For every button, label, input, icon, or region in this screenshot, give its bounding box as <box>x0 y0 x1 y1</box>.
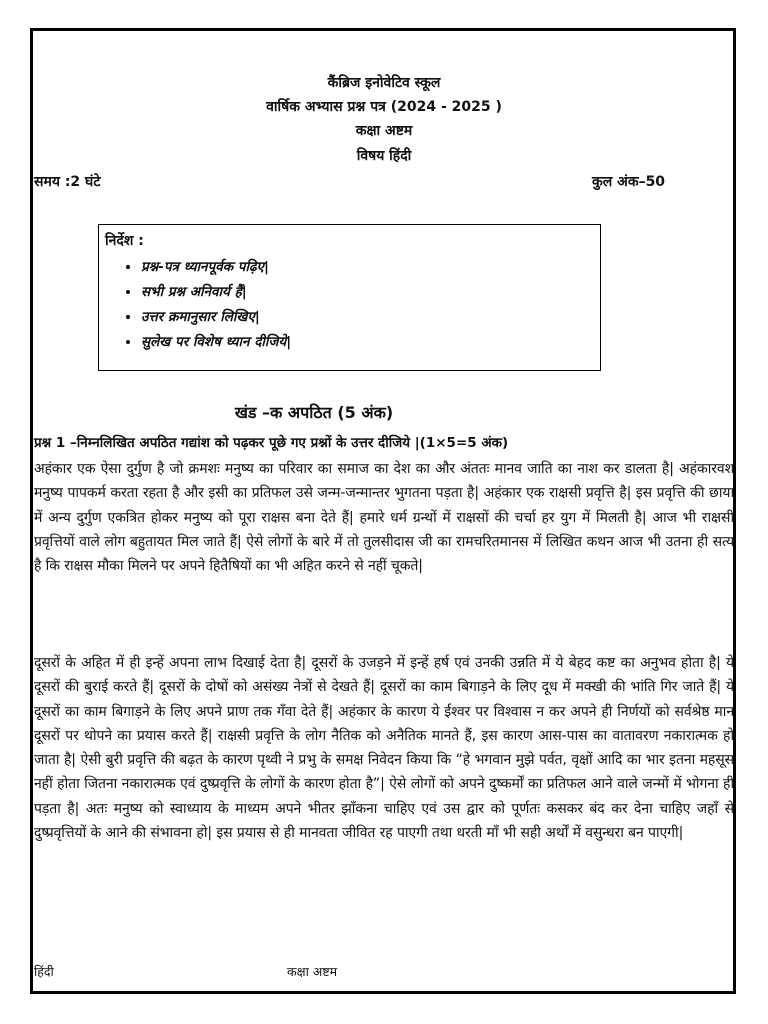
question-1: प्रश्न 1 –निम्नलिखित अपठित गद्यांश को पढ़कर पूछे गए प्रश्नों के उत्तर दीजिये |(1×5=5 अंक) <box>34 435 509 451</box>
time-label: समय :2 घंटे <box>34 174 101 190</box>
instruction-item: • प्रश्न-पत्र ध्यानपूर्वक पढ़िए| <box>141 255 291 280</box>
exam-title: वार्षिक अभ्यास प्रश्न पत्र (2024 - 2025 ) <box>266 99 502 115</box>
instruction-item: • सुलेख पर विशेष ध्यान दीजिये| <box>141 330 291 355</box>
footer-class: कक्षा अष्टम <box>287 964 338 979</box>
instructions-list <box>115 255 291 355</box>
instruction-item: • सभी प्रश्न अनिवार्य हैं| <box>141 280 291 305</box>
footer-subject: हिंदी <box>34 964 54 979</box>
total-marks-label: कुल अंक–50 <box>592 174 666 190</box>
instructions-box <box>98 224 601 371</box>
passage-paragraph-2: दूसरों के अहित में ही इन्हें अपना लाभ दिखाई देता है| दूसरों के उजड़ने में इन्हें हर्ष एवं उनकी उन्नति में ये बेहद कष्ट का अनुभव होता है| ये दूसरों की बुराई करते हैं| दूसरों के दोषों को असंख्य नेत्रों से देखते हैं| दूसरों का काम बिगाड़ने के लिए दूध में मक्खी की भांति गिर जाते हैं| ये दूसरों का काम बिगाड़ने के लिए अपने प्राण तक गँवा देते हैं| अहंकार के कारण ये ईश्वर पर विश्वास न कर अपने ही निर्णयों को सर्वश्रेष्ठ मान दूसरों पर थोपने का प्रयास करते हैं| राक्षसी प्रवृत्ति के लोग नैतिक को अनैतिक मानते हैं, इस कारण आस-पास का वातावरण नकारात्मक हो जाता है| ऐसी बुरी प्रवृत्ति की बढ़त के कारण पृथ्वी ने प्रभु के समक्ष निवेदन किया कि “हे भगवान मुझे पर्वत, वृक्षों आदि का भार इतना महसूस नहीं होता जितना नकारात्मक एवं दुष्प्रवृत्ति के लोगों के कारण होता है”| ऐसे लोगों को अपने दुष्कर्मों का प्रतिफल आने वाले जन्मों में भोगना ही पड़ता है| अतः मनुष्य को स्वाध्याय के माध्यम अपने भीतर झाँकना चाहिए एवं उस द्वार को पूर्णतः कसकर बंद कर देना चाहिए जहाँ से दुष्प्रवृत्तियों के आने की संभावना हो| इस प्रयास से ही मानवता जीवित रह पाएगी तथा धरती माँ भी सही अर्थों में वसुन्धरा बन पाएगी| <box>34 655 734 842</box>
subject-label: विषय हिंदी <box>356 148 412 164</box>
passage-paragraph-1: अहंकार एक ऐसा दुर्गुण है जो क्रमशः मनुष्य का परिवार का समाज का देश का और अंततः मानव जाति का नाश कर डालता है| अहंकारवश मनुष्य पापकर्म करता रहता है और इसी का प्रतिफल उसे जन्म-जन्मान्तर भुगतना पड़ता है| अहंकार एक राक्षसी प्रवृत्ति है| इस प्रवृत्ति की छाया में अन्य दुर्गुण एकत्रित होकर मनुष्य को पूरा राक्षस बना देते हैं| हमारे धर्म ग्रन्थों में राक्षसों की चर्चा हर युग में मिलती है| आज भी राक्षसी प्रवृत्तियों वाले लोग बहुतायत मिल जाते हैं| ऐसे लोगों के बारे में तो तुलसीदास जी का रामचरितमानस में लिखित कथन आज भी उतना ही सत्य है कि राक्षस मौका मिलने पर अपने हितैषियों का भी अहित करने से नहीं चूकते| <box>34 461 734 575</box>
section-title: खंड –क अपठित (5 अंक) <box>234 403 394 422</box>
class-label: कक्षा अष्टम <box>355 123 413 139</box>
school-name: कैंब्रिज इनोवेटिव स्कूल <box>327 75 441 91</box>
instruction-item: • उत्तर क्रमानुसार लिखिए| <box>141 305 291 330</box>
instructions-title: निर्देश : <box>105 233 144 249</box>
